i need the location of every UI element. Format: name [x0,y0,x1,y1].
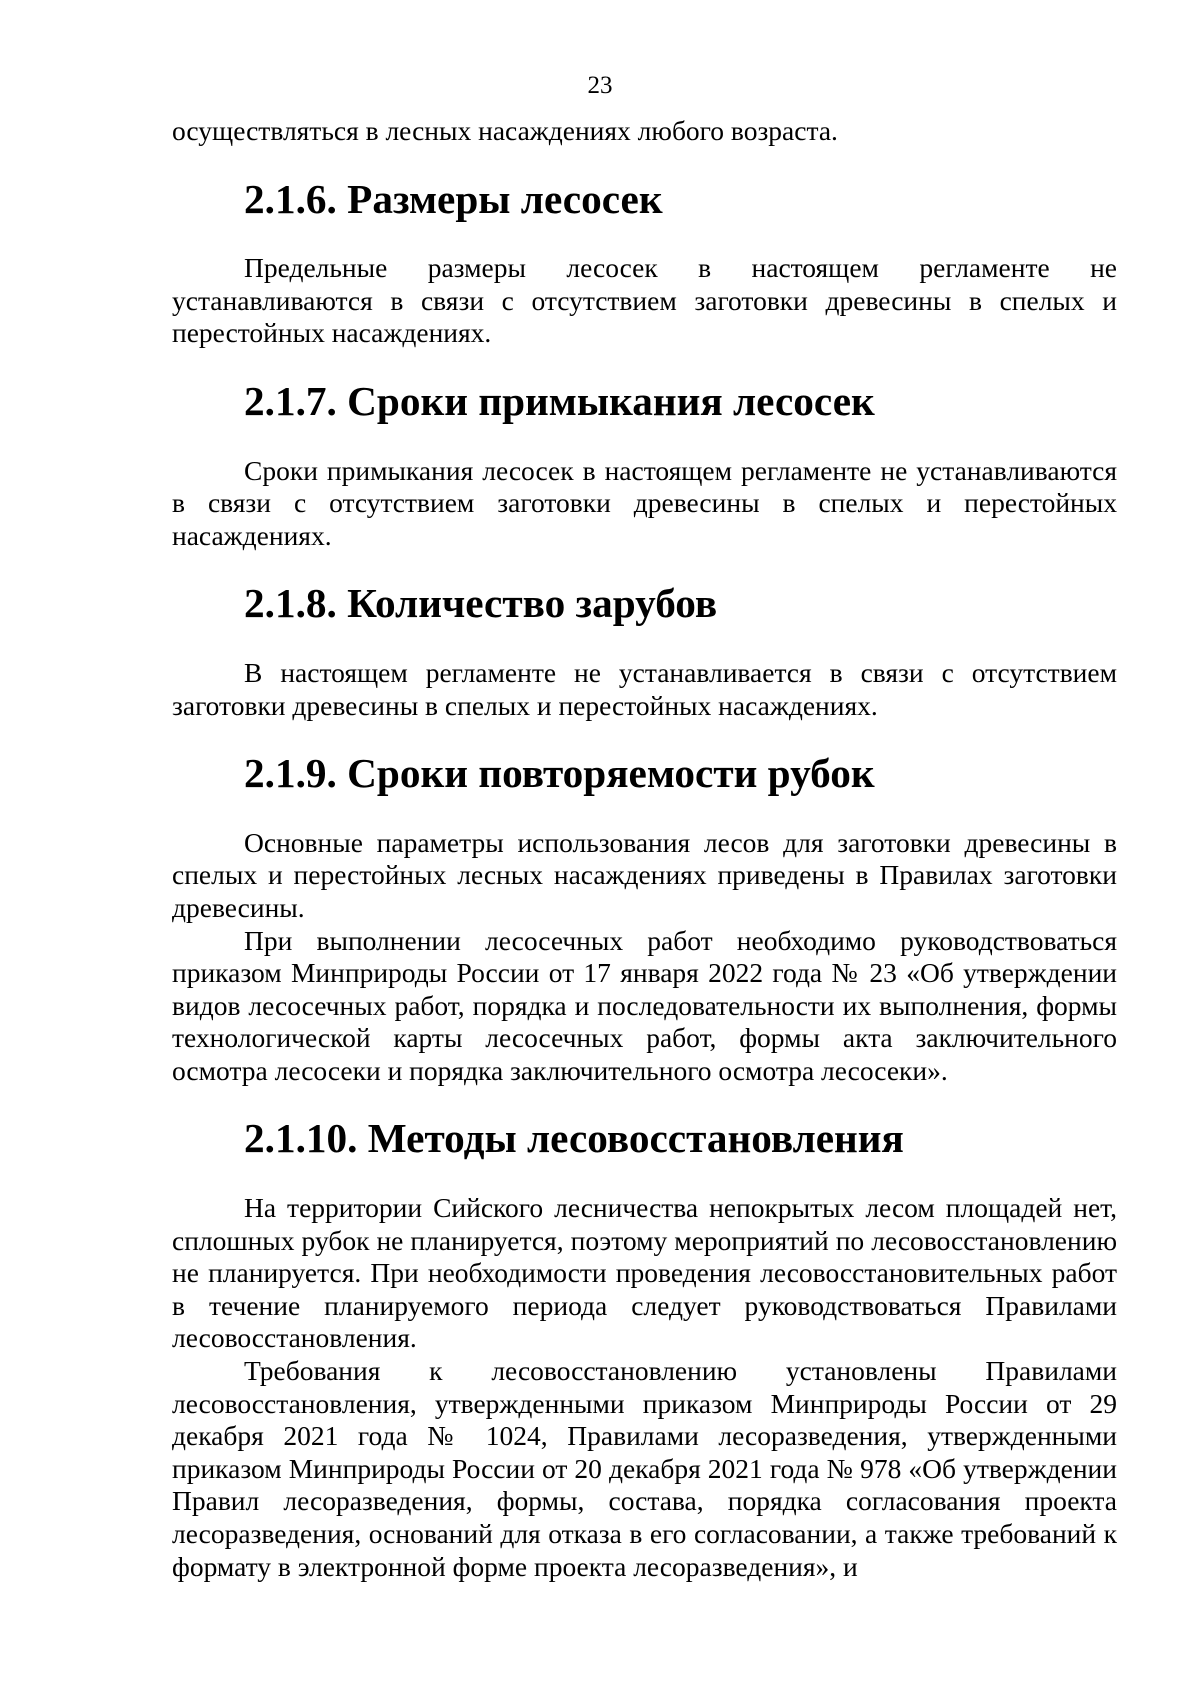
section-heading-2-1-6: 2.1.6. Размеры лесосек [244,175,663,222]
page-number: 23 [587,72,613,99]
section-2-1-6-paragraph-1: Предельные размеры лесосек в настоящем регламенте не устанавливаются в связи с отсутствием заготовки древесины в спелых и перестойных насаждениях. [172,252,1117,349]
section-heading-2-1-7: 2.1.7. Сроки примыкания лесосек [244,377,875,424]
section-2-1-10-paragraph-1: На территории Сийского лесничества непокрытых лесом площадей нет, сплошных рубок не планируется, поэтому мероприятий по лесовосстановлению не планируется. При необходимости проведения лесовосстановительных работ в течение планируемого периода следует руководствоваться Правилами лесовосстановления. [172,1192,1117,1354]
section-heading-2-1-10: 2.1.10. Методы лесовосстановления [244,1115,904,1162]
section-2-1-8-paragraph-1: В настоящем регламенте не устанавливается в связи с отсутствием заготовки древесины в спелых и перестойных насаждениях. [172,656,1117,721]
section-heading-2-1-9: 2.1.9. Сроки повторяемости рубок [244,750,875,797]
section-2-1-10-paragraph-2: Требования к лесовосстановлению установлены Правилами лесовосстановления, утвержденными приказом Минприроды России от 29 декабря 2021 года № 1024, Правилами лесоразведения, утвержденными приказом Минприроды России от 20 декабря 2021 года № 978 «Об утверждении Правил лесоразведения, формы, состава, порядка согласования проекта лесоразведения, оснований для отказа в его согласовании, а также требований к формату в электронной форме проекта лесоразведения», и [172,1355,1117,1582]
document-body [172,115,1117,1583]
section-heading-2-1-8: 2.1.8. Количество зарубов [244,580,718,627]
section-2-1-7-paragraph-1: Сроки примыкания лесосек в настоящем регламенте не устанавливаются в связи с отсутствием заготовки древесины в спелых и перестойных насаждениях. [172,454,1117,551]
section-2-1-9-paragraph-2: При выполнении лесосечных работ необходимо руководствоваться приказом Минприроды России от 17 января 2022 года № 23 «Об утверждении видов лесосечных работ, порядка и последовательности их выполнения, формы технологической карты лесосечных работ, формы акта заключительного осмотра лесосеки и порядка заключительного осмотра лесосеки». [172,924,1117,1086]
lead-paragraph: осуществляться в лесных насаждениях любого возраста. [172,115,838,146]
section-2-1-9-paragraph-1: Основные параметры использования лесов для заготовки древесины в спелых и перестойных лесных насаждениях приведены в Правилах заготовки древесины. [172,826,1117,923]
